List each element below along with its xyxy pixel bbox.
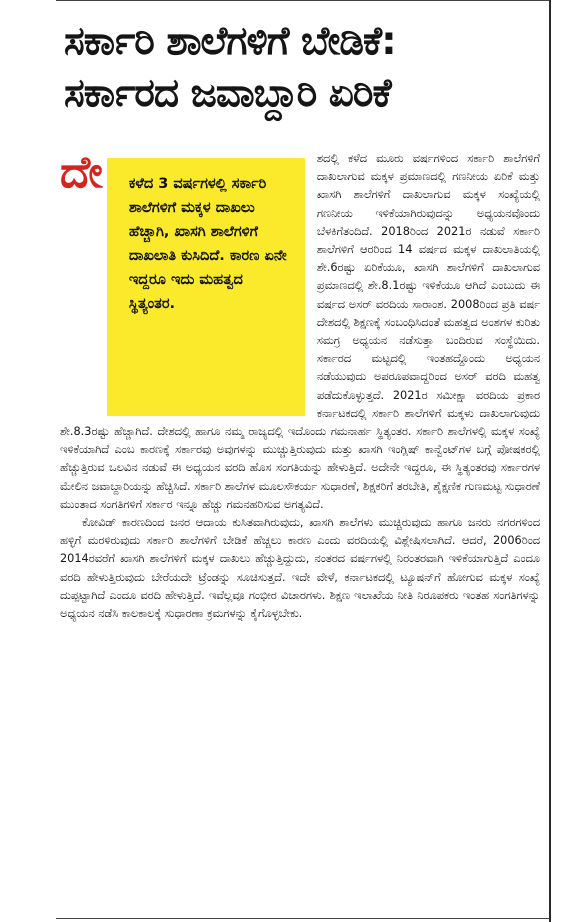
pull-quote [107,158,305,416]
headline-line-2: ಸರ್ಕಾರದ ಜವಾಬ್ದಾರಿ ಏರಿಕೆ [64,71,391,116]
headline-line-1: ಸರ್ಕಾರಿ ಶಾಲೆಗಳಿಗೆ ಬೇಡಿಕೆ: [64,19,396,64]
article-paragraph-1: ಶದಲ್ಲಿ ಕಳೆದ ಮೂರು ವರ್ಷಗಳಿಂದ ಸರ್ಕಾರಿ ಶಾಲೆಗಳಿಗೆ ದಾಖಲಾಗುವ ಮಕ್ಕಳ ಪ್ರಮಾಣದಲ್ಲಿ ಗಣನೀಯ ಏರಿಕೆ ಮತ್ತು ಖಾಸಗಿ ಶಾಲೆಗಳಿಗೆ ದಾಖಲಾಗುವ ಮಕ್ಕಳ ಸಂಖ್ಯೆಯಲ್ಲಿ ಗಣನೀಯ ಇಳಿಕೆಯಾಗಿರುವುದನ್ನು ಅಧ್ಯಯನವೊಂದು ಬೆಳಕಿಗೆತಂದಿದೆ. 2018ರಿಂದ 2021ರ ನಡುವೆ ಸರ್ಕಾರಿ ಶಾಲೆಗಳಿಗೆ ಆರರಿಂದ 14 ವರ್ಷದ ಮಕ್ಕಳ ದಾಖಲಾತಿಯಲ್ಲಿ ಶೇ.6ರಷ್ಟು ಏರಿಕೆಯೂ, ಖಾಸಗಿ ಶಾಲೆಗಳಿಗೆ ದಾಖಲಾಗುವ ಪ್ರಮಾಣದಲ್ಲಿ ಶೇ.8.1ರಷ್ಟು ಇಳಿಕೆಯೂ ಆಗಿದೆ ಎಂಬುದು ಈ ವರ್ಷದ ಅಸರ್ ವರದಿಯ ಸಾರಾಂಶ. 2008ರಿಂದ ಪ್ರತಿ ವರ್ಷ ದೇಶದಲ್ಲಿ ಶಿಕ್ಷಣಕ್ಕೆ ಸಂಬಂಧಿಸಿದಂತೆ ಮಹತ್ವದ ಅಂಶಗಳ ಕುರಿತು ಸಮಗ್ರ ಅಧ್ಯಯನ ನಡೆಸುತ್ತಾ ಬಂದಿರುವ ಸಂಸ್ಥೆಯಿದು. ಸರ್ಕಾರದ ಮಟ್ಟದಲ್ಲಿ ಇಂತಹದ್ದೊಂದು ಅಧ್ಯಯನ ನಡೆಯುವುದು ಅಪರೂಪವಾದ್ದರಿಂದ ಅಸರ್ ವರದಿ ಮಹತ್ವ ಪಡೆದುಕೊಳ್ಳುತ್ತದೆ. 2021ರ ಸಮೀಕ್ಷಾ ವರದಿಯ ಪ್ರಕಾರ ಕರ್ನಾಟಕದಲ್ಲಿ ಸರ್ಕಾರಿ ಶಾಲೆಗಳಿಗೆ ಮಕ್ಕಳು ದಾಖಲಾಗುವುದು ಶೇ.8.3ರಷ್ಟು ಹೆಚ್ಚಾಗಿದೆ. ದೇಶದಲ್ಲಿ ಹಾಗೂ ನಮ್ಮ ರಾಜ್ಯದಲ್ಲಿ ಇದೊಂದು ಗಮನಾರ್ಹ ಸ್ಥಿತ್ಯಂತರ. ಸರ್ಕಾರಿ ಶಾಲೆಗಳಲ್ಲಿ ಮಕ್ಕಳ ಸಂಖ್ಯೆ ಇಳಿಕೆಯಾಗಿದೆ ಎಂಬ ಕಾರಣಕ್ಕೆ ಸರ್ಕಾರವು ಅವುಗಳನ್ನು ಮುಚ್ಚುತ್ತಿರುವುದು ಮತ್ತು ಖಾಸಗಿ ಇಂಗ್ಲಿಷ್ ಕಾನ್ವೆಂಟ್‌ಗಳ ಬಗ್ಗೆ ಪೋಷಕರಲ್ಲಿ ಹೆಚ್ಚುತ್ತಿರುವ ಒಲವಿನ ನಡುವೆ ಈ ಅಧ್ಯಯನ ವರದಿ ಹೊಸ ಸಂಗತಿಯನ್ನು ಹೇಳುತ್ತಿದೆ. ಅದೇನೇ ಇದ್ದರೂ, ಈ ಸ್ಥಿತ್ಯಂತರವು ಸರ್ಕಾರಗಳ ಮೇಲಿನ ಜವಾಬ್ದಾರಿಯನ್ನು ಹೆಚ್ಚಿಸಿದೆ. ಸರ್ಕಾರಿ ಶಾಲೆಗಳ ಮೂಲಸೌಕರ್ಯ ಸುಧಾರಣೆ, ಶಿಕ್ಷಕರಿಗೆ ತರಬೇತಿ, ಶೈಕ್ಷಣಿಕ ಗುಣಮಟ್ಟ ಸುಧಾರಣೆ ಮುಂತಾದ ಸಂಗತಿಗಳಿಗೆ ಸರ್ಕಾರ ಇನ್ನೂ ಹೆಚ್ಚು ಗಮನಹರಿಸುವ ಅಗತ್ಯವಿದೆ. [60,152,540,511]
drop-cap: ದೇ [60,147,103,198]
headline [64,16,548,120]
article-body [60,147,540,623]
bottom-border [56,918,549,919]
top-border [56,0,549,1]
article-paragraph-2: ಕೋವಿಡ್ ಕಾರಣದಿಂದ ಜನರ ಆದಾಯ ಕುಸಿತವಾಗಿರುವುದು, ಖಾಸಗಿ ಶಾಲೆಗಳು ಮುಚ್ಚಿರುವುದು ಹಾಗೂ ಜನರು ನಗರಗಳಿಂದ ಹಳ್ಳಿಗೆ ಮರಳಿರುವುದು ಸರ್ಕಾರಿ ಶಾಲೆಗಳಿಗೆ ಬೇಡಿಕೆ ಹೆಚ್ಚಲು ಕಾರಣ ಎಂದು ವರದಿಯಲ್ಲಿ ವಿಶ್ಲೇಷಿಸಲಾಗಿದೆ. ಆದರೆ, 2006ರಿಂದ 2014ರವರೆಗೆ ಖಾಸಗಿ ಶಾಲೆಗಳಿಗೆ ಮಕ್ಕಳ ದಾಖಲು ಹೆಚ್ಚುತ್ತಿದ್ದುದು, ನಂತರದ ವರ್ಷಗಳಲ್ಲಿ ನಿರಂತರವಾಗಿ ಇಳಿಕೆಯಾಗುತ್ತಿದೆ ಎಂದೂ ವರದಿ ಹೇಳುತ್ತಿರುವುದು ಬೇರೆಯದೇ ಟ್ರೆಂಡನ್ನು ಸೂಚಿಸುತ್ತದೆ. ಇದೇ ವೇಳೆ, ಕರ್ನಾಟಕದಲ್ಲಿ ಟ್ಯೂಷನ್‌ಗೆ ಹೋಗುವ ಮಕ್ಕಳ ಸಂಖ್ಯೆ ದುಪ್ಪಟ್ಟಾಗಿದೆ ಎಂದೂ ವರದಿ ಹೇಳುತ್ತಿದೆ. ಇವೆಲ್ಲವೂ ಗಂಭೀರ ವಿಚಾರಗಳು. ಶಿಕ್ಷಣ ಇಲಾಖೆಯ ನೀತಿ ನಿರೂಪಕರು ಇಂತಹ ಸಂಗತಿಗಳನ್ನು ಅಧ್ಯಯನ ನಡೆಸಿ ಕಾಲಕಾಲಕ್ಕೆ ಸುಧಾರಣಾ ಕ್ರಮಗಳನ್ನು ಕೈಗೊಳ್ಳಬೇಕು. [60,516,540,621]
column-divider [549,0,551,922]
pull-quote-text: ಕಳೆದ 3 ವರ್ಷಗಳಲ್ಲಿ ಸರ್ಕಾರಿ ಶಾಲೆಗಳಿಗೆ ಮಕ್ಕಳ ದಾಖಲು ಹೆಚ್ಚಾಗಿ, ಖಾಸಗಿ ಶಾಲೆಗಳಿಗೆ ದಾಖಲಾತಿ ಕುಸಿದಿದೆ. ಕಾರಣ ಏನೇ ಇದ್ದರೂ ಇದು ಮಹತ್ವದ ಸ್ಥಿತ್ಯಂತರ. [128,176,287,312]
